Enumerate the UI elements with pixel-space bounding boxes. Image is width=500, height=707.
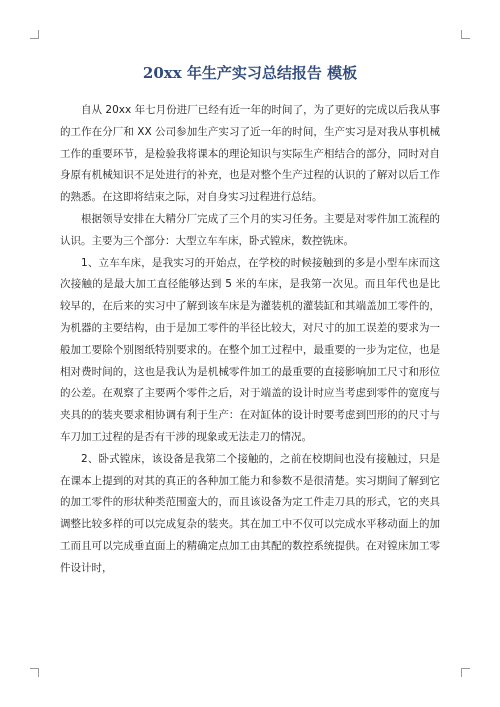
crop-mark-top-left — [30, 30, 39, 39]
document-title: 20xx 年生产实习总结报告 模板 — [142, 64, 358, 82]
paragraph-intro: 自从 20xx 年七月份进厂已经有近一年的时间了，为了更好的完成以后我从事的工作在分厂和 XX 公司参加生产实习了近一年的时间，生产实习是对我从事机械工作的重要环节，是检验我将课本的理论知识与实际生产相结合的部分，同时对自身原有机械知识不足处进行的补充，也是对整个生产过程的认识的了解对以后工作的熟悉。在这即将结束之际，对自身实习过程进行总结。 — [60, 104, 440, 204]
crop-mark-bottom-right — [461, 668, 470, 677]
crop-mark-top-right — [461, 30, 470, 39]
paragraph-boring-machine: 2、卧式镗床，该设备是我第二个接触的，之前在校期间也没有接触过，只是在课本上提到的对其的真正的各种加工能力和参数不是很清楚。实习期间了解到它的加工零件的形状种类范围蛮大的，而且该设备为定工件走刀具的形式，它的夹具调整比较多样的可以完成复杂的装夹。其在加工中不仅可以完成水平移动面上的加工而且可以完成垂直面上的精确定点加工由其配的数控系统提供。在对镗床加工零件设计时， — [60, 452, 440, 574]
paragraph-lathe: 1、立车车床，是我实习的开始点，在学校的时候接触到的多是小型车床而这次接触的是最大加工直径能够达到 5 米的车床，是我第一次见。而且年代也是比较早的，在后来的实习中了解到该车床是为灌装机的灌装缸和其端盖加工零件的，为机器的主要结构，由于是加工零件的半径比较大，对尺寸的加工误差的要求为一般加工要除个别图纸特别要求的。在整个加工过程中，最重要的一步为定位，也是相对费时间的，这也是我认为是机械零件加工的最重要的直接影响加工尺寸和形位的公差。在观察了主要两个零件之后，对于端盖的设计时应当考虑到零件的宽度与夹具的的装夹要求相协调有利于生产：在对缸体的设计时要考虑到凹形的的尺寸与车刀加工过程的是否有干涉的现象或无法走刀的情况。 — [60, 256, 440, 443]
paragraph-tasks: 根据领导安排在大精分厂完成了三个月的实习任务。主要是对零件加工流程的认识。主要为三个部分：大型立车车床，卧式镗床，数控铣床。 — [60, 212, 440, 247]
crop-mark-bottom-left — [30, 668, 39, 677]
document-body — [60, 100, 440, 580]
